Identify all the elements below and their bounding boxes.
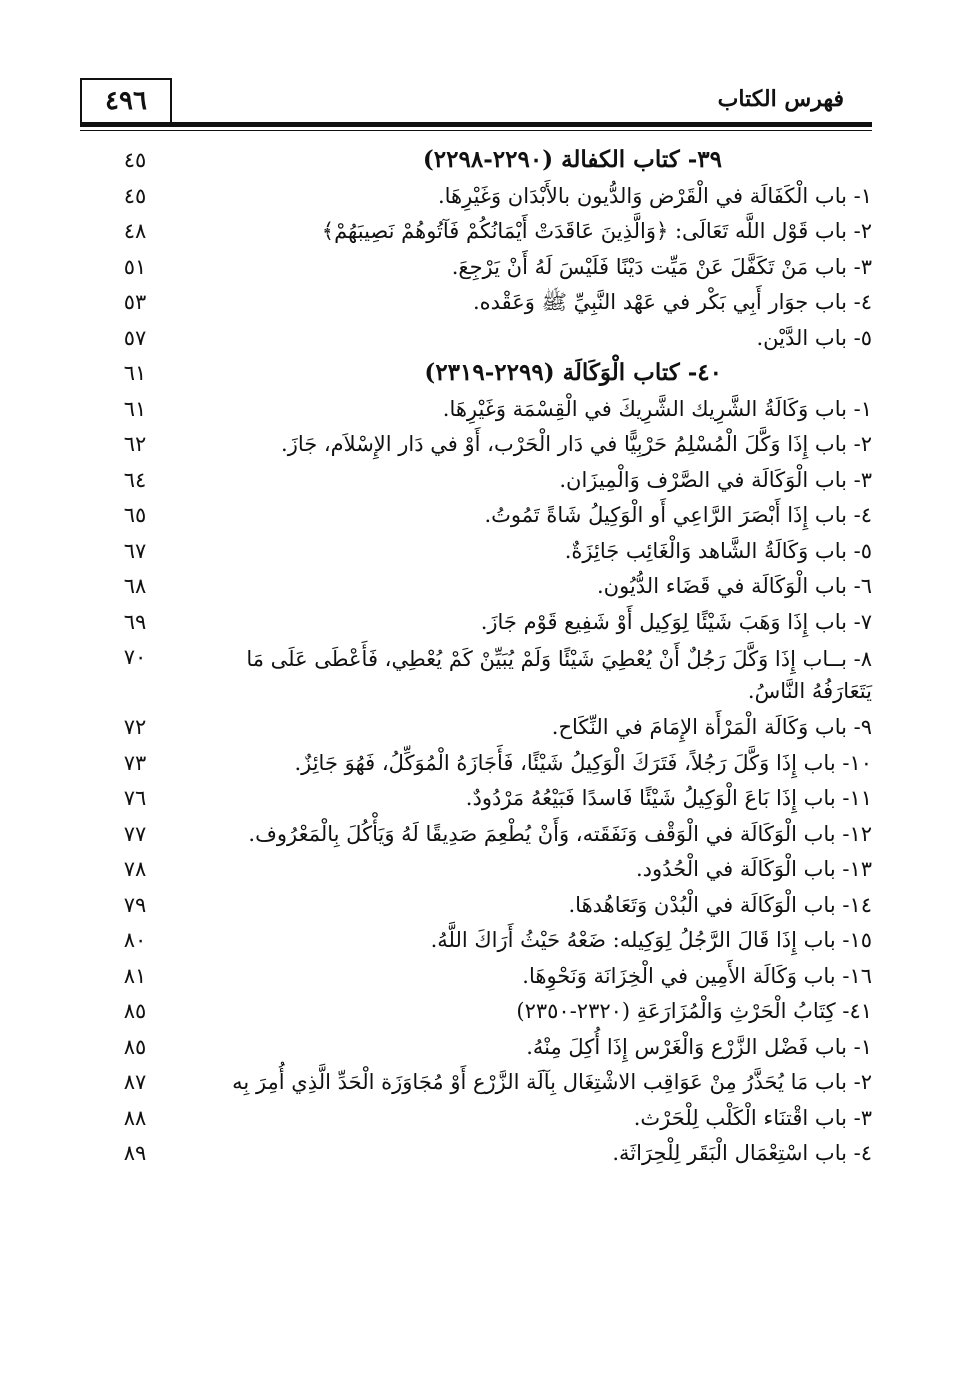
toc-entry-title: ٣٩- كتاب الكفالة (٢٢٩٠-٢٢٩٨) [422,146,722,173]
toc-entry-page: ٦٥ [123,503,147,527]
toc-entry [100,1136,872,1172]
toc-entry [100,781,872,817]
toc-entry [100,250,872,286]
toc-entry-page: ٧٨ [123,857,147,881]
toc-entry-page: ٧٦ [123,786,147,810]
toc-entry-title: ١٥- باب إِذَا قَالَ الرَّجُلُ لِوَكِيله: ضَعْهُ حَيْثُ أَرَاكَ اللَّهُ. [430,928,872,952]
toc-entry-page: ٤٥ [123,148,147,172]
toc-entry [100,534,872,570]
toc-entry-title: ٢- باب قَوْل اللَّه تَعَالَى: ﴿وَالَّذِينَ عَاقَدَتْ أَيْمَانُكُمْ فَآتُوهُمْ نَصِيبَهُمْ﴾ [321,219,872,243]
toc-entry-page: ٦٢ [123,432,147,456]
table-of-contents [100,143,872,1172]
toc-entry [100,1065,872,1101]
toc-entry [100,569,872,605]
toc-entry-page: ٧٧ [123,821,147,846]
toc-entry-page: ٨٩ [123,1141,147,1165]
toc-entry [100,959,872,995]
toc-entry-title: ٣- باب الْوَكَالَة في الصَّرْف وَالْمِيزَان. [559,467,872,492]
toc-entry [100,888,872,924]
toc-entry-title: ١١- باب إِذَا بَاعَ الْوَكِيلُ شَيْئًا فَاسدًا فَبَيْعُهُ مَرْدُودٌ. [465,786,872,810]
toc-section-heading [100,143,872,179]
toc-entry-title: ١٣- باب الْوَكَالَة في الْحُدُود. [635,857,872,881]
toc-entry-title: ٤- باب جوَار أَبِي بَكْر في عَهْد النَّبِيِّ ﷺ وَعَقْده. [472,290,872,314]
toc-entry [100,214,872,250]
toc-entry [100,463,872,499]
toc-entry-title: ٢- باب إِذَا وَكَّلَ الْمُسْلِمُ حَرْبِيًّا في دَار الْحَرْب، أَوْ في دَار الإِسْلاَم، جَازَ. [281,432,872,456]
toc-entry-title: ١٠- باب إِذَا وَكَّلَ رَجُلاً، فَتَرَكَ الْوَكِيلُ شَيْئًا، فَأَجَازَهُ الْمُوَكِّلُ، فَهُوَ جَائِزٌ. [294,750,872,775]
toc-entry-title: ٨- بــاب إِذَا وَكَّلَ رَجُلٌ أَنْ يُعْطِيَ شَيْئًا وَلَمْ يُبَيِّنْ كَمْ يُعْطِي، فَأَعْطَى عَلَى مَا يَتَعَارَفُهُ النَّاسُ. [246,647,872,703]
toc-entry [100,179,872,215]
header-rule-thin [80,130,872,131]
toc-entry-title: ٣- باب اقْتنَاء الْكَلْب لِلْحَرْث. [633,1105,872,1130]
toc-entry-title: ٢- باب مَا يُحَذَّرُ مِنْ عَوَاقِب الاشْتِغَال بِآلَة الزَّرْع أَوْ مُجَاوَزَة الْحَدِّ الَّذِي أُمِرَ بِه [232,1070,872,1094]
header-rule-thick [80,122,872,127]
toc-entry-title: ٤٠- كتاب الْوَكَالَة (٢٢٩٩-٢٣١٩) [424,359,722,386]
toc-entry-page: ٨١ [123,963,147,988]
toc-entry-title: ١- باب وَكَالَةُ الشَّرِيك الشَّرِيكَ في الْقِسْمَة وَغَيْرِهَا. [442,396,872,421]
toc-entry [100,710,872,746]
toc-entry-title: ١٦- باب وَكَالَة الأَمِين في الْخِزَانَة وَنَحْوِهَا. [522,963,872,988]
toc-entry [100,321,872,357]
toc-entry-title: ١- باب الْكَفَالَة في الْقَرْض وَالدُّيون بالأَبْدَان وَغَيْرِهَا. [437,183,872,208]
toc-entry [100,1101,872,1137]
toc-entry-title: ٤- باب اسْتِعْمَال الْبَقَر لِلْحِرَاثَة. [612,1141,872,1165]
toc-section-heading [100,356,872,392]
toc-entry-title: ١٢- باب الْوَكَالَة في الْوَقْف وَنَفَقَته، وَأَنْ يُطْعِمَ صَدِيقًا لَهُ وَيَأْكُلَ بِالْمَعْرُوف. [248,821,872,846]
toc-entry-page: ٤٥ [123,183,147,208]
toc-entry-title: ٤١- كِتَابُ الْحَرْثِ وَالْمُزَارَعَةِ (٢٣٢٠-٢٣٥٠) [516,999,872,1023]
toc-entry-page: ٧٣ [123,750,147,775]
toc-entry-title: ٦- باب الْوَكَالَة في قَضَاء الدُّيُون. [596,574,872,598]
toc-entry-page: ٧٩ [123,892,147,917]
toc-entry-page: ٨٨ [123,1105,147,1130]
toc-entry-page: ٤٨ [123,219,147,243]
toc-entry-page: ٨٠ [123,928,147,952]
toc-entry-page: ٥٣ [123,290,147,314]
toc-entry [100,994,872,1030]
toc-entry [100,285,872,321]
toc-entry-page: ٧٠ [123,645,147,669]
toc-entry-title: ١- باب فَضْل الزَّرْع وَالْغَرْس إِذَا أُكِلَ مِنْهُ. [526,1034,872,1059]
page-number: ٤٩٦ [80,78,172,122]
toc-entry-title: ٣- باب مَنْ تَكَفَّلَ عَنْ مَيِّت دَيْنًا فَلَيْسَ لَهُ أَنْ يَرْجِعَ. [451,254,872,279]
toc-entry [100,746,872,782]
toc-entry-page: ٨٧ [123,1070,147,1094]
toc-entry-page: ٥٧ [123,325,147,350]
toc-entry [100,605,872,641]
toc-entry-page: ٦١ [123,361,147,385]
toc-entry-page: ٦١ [123,396,147,421]
toc-entry-title: ٤- باب إِذَا أَبْصَرَ الرَّاعِي أَو الْوَكِيلُ شَاةً تَمُوتُ. [484,503,872,527]
toc-entry-page: ٦٨ [123,574,147,598]
toc-entry [100,498,872,534]
toc-entry-page: ٨٥ [123,1034,147,1059]
toc-entry-page: ٦٩ [123,609,147,634]
toc-entry-page: ٨٥ [123,999,147,1023]
toc-entry-page: ٦٧ [123,538,147,563]
toc-entry-title: ٥- باب وَكَالَةُ الشَّاهد وَالْغَائِب جَائِزَةٌ. [564,538,872,563]
toc-entry [100,427,872,463]
toc-entry-title: ٩- باب وَكَالَة الْمَرْأَة الإِمَامَ في النِّكَاح. [551,715,872,739]
toc-entry-title: ٥- باب الدَّيْن. [756,325,872,350]
running-title: فهرس الكتاب [717,86,844,112]
toc-entry [100,923,872,959]
toc-entry [100,392,872,428]
toc-entry [100,817,872,853]
toc-entry-page: ٧٢ [123,715,147,739]
toc-entry [100,852,872,888]
toc-entry-page: ٥١ [123,254,147,279]
toc-entry [100,640,872,710]
toc-entry [100,1030,872,1066]
toc-entry-title: ٧- باب إِذَا وَهَبَ شَيْئًا لِوَكِيل أَوْ شَفِيع قَوْم جَازَ. [480,609,872,634]
toc-entry-title: ١٤- باب الْوَكَالَة في الْبُدْن وَتَعَاهُدهَا. [568,892,872,917]
toc-entry-page: ٦٤ [123,467,147,492]
